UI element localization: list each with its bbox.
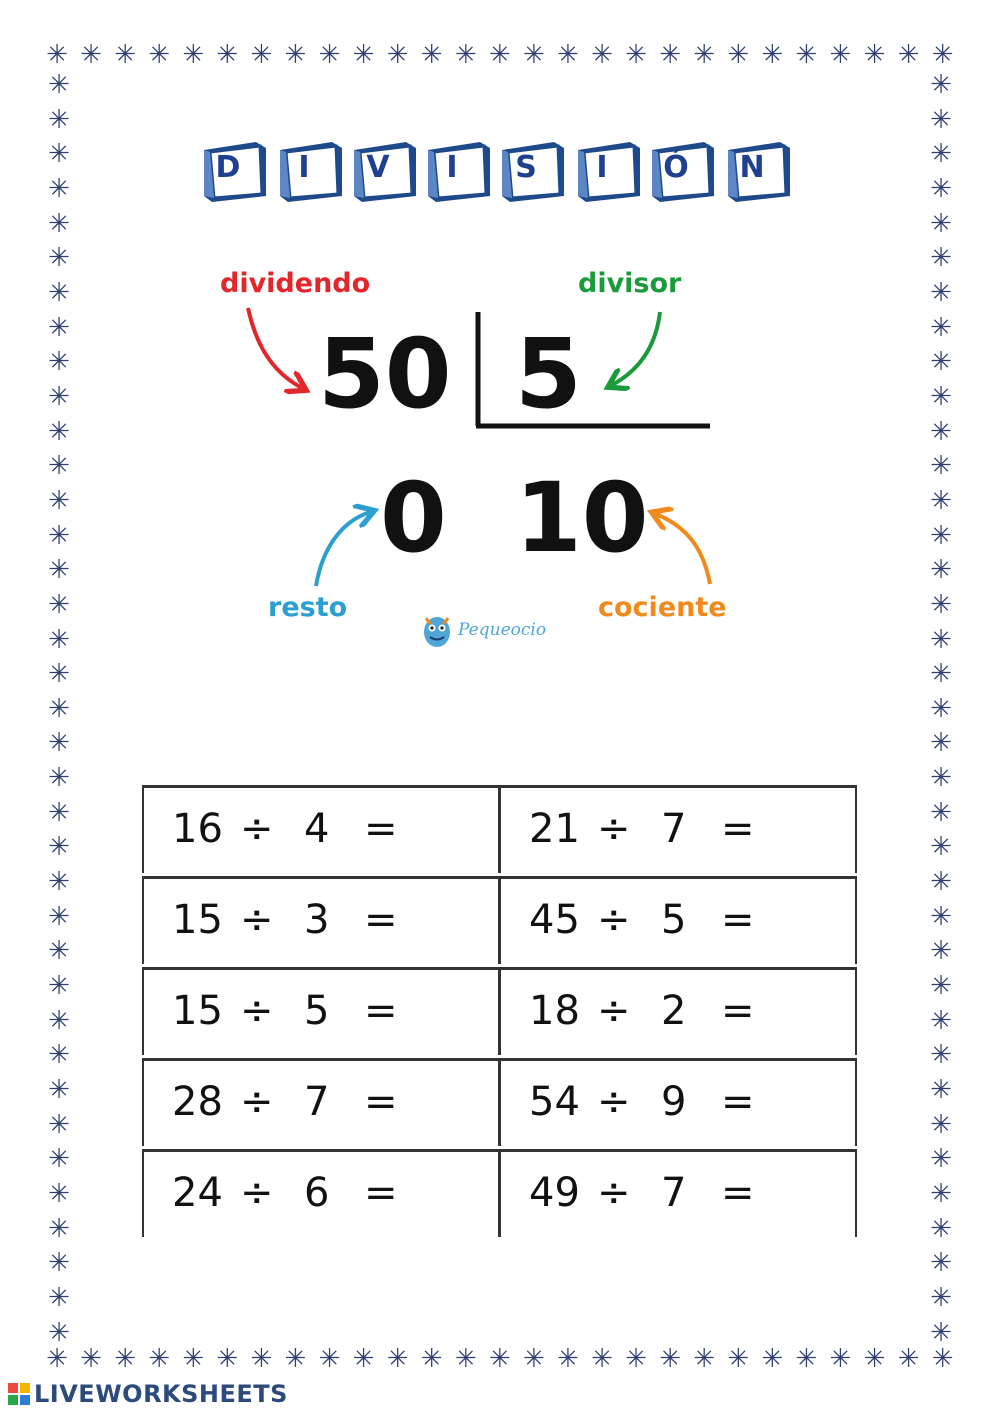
- division-exercise: [501, 1152, 857, 1237]
- border-star-icon: ✳: [182, 40, 205, 70]
- border-star-icon: ✳: [795, 1344, 818, 1374]
- title-letter: I: [596, 150, 608, 185]
- border-star-icon: ✳: [930, 971, 952, 1002]
- border-star-icon: ✳: [48, 1213, 70, 1244]
- divide-symbol: ÷: [597, 897, 631, 943]
- divide-symbol: ÷: [597, 1079, 631, 1125]
- border-star-icon: ✳: [48, 1248, 70, 1279]
- division-exercise: [142, 1152, 501, 1237]
- label-dividendo: dividendo: [220, 268, 371, 299]
- border-star-icon: ✳: [930, 173, 952, 204]
- border-star-icon: ✳: [930, 416, 952, 447]
- divide-symbol: ÷: [240, 1079, 274, 1125]
- border-star-icon: ✳: [930, 1248, 952, 1279]
- border-star-icon: ✳: [114, 1344, 137, 1374]
- border-star-icon: ✳: [488, 40, 511, 70]
- border-star-icon: ✳: [454, 1344, 477, 1374]
- border-star-icon: ✳: [48, 693, 70, 724]
- division-exercise: [501, 879, 857, 964]
- division-exercise: [142, 970, 501, 1055]
- border-star-icon: ✳: [930, 520, 952, 551]
- border-star-icon: ✳: [48, 243, 70, 274]
- divisor-number: 5: [515, 318, 582, 430]
- border-star-icon: ✳: [48, 1040, 70, 1071]
- border-star-icon: ✳: [930, 1075, 952, 1106]
- border-star-icon: ✳: [48, 485, 70, 516]
- border-star-icon: ✳: [761, 40, 784, 70]
- border-star-icon: ✳: [930, 659, 952, 690]
- border-star-icon: ✳: [930, 243, 952, 274]
- border-star-icon: ✳: [48, 659, 70, 690]
- arrow-resto: [316, 512, 370, 586]
- equals-symbol: =: [364, 806, 398, 852]
- border-star-icon: ✳: [48, 763, 70, 794]
- border-star-icon: ✳: [727, 40, 750, 70]
- border-star-icon: ✳: [318, 1344, 341, 1374]
- border-star-icon: ✳: [930, 624, 952, 655]
- border-star-icon: ✳: [182, 1344, 205, 1374]
- equals-symbol: =: [364, 1170, 398, 1216]
- exercise-divisor: 7: [661, 806, 687, 852]
- border-star-icon: ✳: [930, 589, 952, 620]
- exercise-dividend: 24: [172, 1170, 223, 1216]
- liveworksheets-logo-icon: [8, 1383, 30, 1405]
- border-star-icon: ✳: [48, 867, 70, 898]
- border-star-icon: ✳: [930, 1213, 952, 1244]
- exercise-dividend: 16: [172, 806, 223, 852]
- border-star-icon: ✳: [625, 1344, 647, 1374]
- divide-symbol: ÷: [597, 988, 631, 1034]
- border-star-icon: ✳: [48, 832, 70, 863]
- border-star-icon: ✳: [625, 40, 647, 70]
- border-star-icon: ✳: [216, 1344, 239, 1374]
- border-star-icon: ✳: [48, 347, 70, 378]
- exercise-divisor: 5: [661, 897, 687, 943]
- footer-brand: [8, 1380, 288, 1408]
- exercise-dividend: 28: [172, 1079, 223, 1125]
- border-star-icon: ✳: [591, 1344, 613, 1374]
- border-star-icon: ✳: [761, 1344, 784, 1374]
- border-star-icon: ✳: [897, 40, 920, 70]
- equals-symbol: =: [721, 897, 755, 943]
- exercise-divisor: 2: [661, 988, 687, 1034]
- border-star-icon: ✳: [48, 797, 70, 828]
- border-star-icon: ✳: [930, 1179, 952, 1209]
- arrow-dividendo: [248, 308, 302, 388]
- border-star-icon: ✳: [352, 40, 375, 70]
- border-star-icon: ✳: [48, 728, 70, 759]
- title-letter: S: [515, 150, 537, 185]
- title-letter: I: [298, 150, 310, 185]
- divide-symbol: ÷: [240, 897, 274, 943]
- border-star-icon: ✳: [80, 40, 102, 70]
- border-star-icon: ✳: [46, 40, 68, 70]
- division-exercise: [501, 970, 857, 1055]
- border-star-icon: ✳: [931, 1344, 954, 1374]
- border-star-icon: ✳: [114, 40, 137, 70]
- brand-text: LIVEWORKSHEETS: [34, 1380, 288, 1408]
- table-row: [142, 967, 857, 1058]
- exercise-dividend: 18: [529, 988, 580, 1034]
- border-star-icon: ✳: [930, 1005, 952, 1036]
- division-exercise: [142, 879, 501, 964]
- border-star-icon: ✳: [284, 40, 307, 70]
- border-star-icon: ✳: [930, 1109, 952, 1140]
- border-star-icon: ✳: [930, 763, 952, 794]
- border-star-icon: ✳: [48, 173, 70, 204]
- border-star-icon: ✳: [693, 40, 716, 70]
- border-star-icon: ✳: [930, 139, 952, 170]
- border-star-icon: ✳: [48, 520, 70, 551]
- border-star-icon: ✳: [48, 1109, 70, 1140]
- border-star-icon: ✳: [386, 40, 409, 70]
- equals-symbol: =: [721, 806, 755, 852]
- border-star-icon: ✳: [829, 40, 852, 70]
- border-star-icon: ✳: [727, 1344, 750, 1374]
- title-letter: V: [366, 150, 390, 185]
- border-star-icon: ✳: [386, 1344, 409, 1374]
- border-star-icon: ✳: [48, 1075, 70, 1106]
- border-star-icon: ✳: [48, 1144, 70, 1175]
- border-star-icon: ✳: [48, 901, 70, 932]
- border-star-icon: ✳: [48, 104, 70, 135]
- border-star-icon: ✳: [48, 277, 70, 308]
- border-star-icon: ✳: [352, 1344, 375, 1374]
- quotient-number: 10: [515, 462, 649, 574]
- border-star-icon: ✳: [930, 1282, 952, 1313]
- border-star-icon: ✳: [318, 40, 341, 70]
- table-row: [142, 1058, 857, 1149]
- border-star-icon: ✳: [659, 1344, 682, 1374]
- border-star-icon: ✳: [930, 312, 952, 343]
- divide-symbol: ÷: [597, 806, 631, 852]
- border-star-icon: ✳: [930, 936, 952, 967]
- arrow-cociente: [656, 514, 710, 584]
- exercise-dividend: 49: [529, 1170, 580, 1216]
- equals-symbol: =: [364, 988, 398, 1034]
- border-star-icon: ✳: [48, 555, 70, 586]
- border-star-icon: ✳: [46, 1344, 68, 1374]
- exercise-divisor: 9: [661, 1079, 687, 1125]
- equals-symbol: =: [721, 1170, 755, 1216]
- exercise-dividend: 54: [529, 1079, 580, 1125]
- title-letter: Ó: [663, 150, 689, 185]
- border-star-icon: ✳: [284, 1344, 307, 1374]
- border-star-icon: ✳: [930, 901, 952, 932]
- border-star-icon: ✳: [522, 1344, 545, 1374]
- exercise-divisor: 3: [304, 897, 330, 943]
- border-star-icon: ✳: [48, 1005, 70, 1036]
- border-star-icon: ✳: [250, 1344, 273, 1374]
- border-star-icon: ✳: [420, 1344, 443, 1374]
- equals-symbol: =: [364, 1079, 398, 1125]
- border-star-icon: ✳: [930, 1144, 952, 1175]
- divide-symbol: ÷: [240, 806, 274, 852]
- border-star-icon: ✳: [930, 381, 952, 412]
- border-star-icon: ✳: [488, 1344, 511, 1374]
- border-star-icon: ✳: [48, 70, 70, 100]
- border-star-icon: ✳: [930, 797, 952, 828]
- border-star-icon: ✳: [48, 451, 70, 482]
- equals-symbol: =: [721, 1079, 755, 1125]
- border-star-icon: ✳: [863, 40, 886, 70]
- border-star-icon: ✳: [250, 40, 273, 70]
- border-star-icon: ✳: [80, 1344, 102, 1374]
- label-resto: resto: [268, 592, 348, 623]
- exercise-divisor: 7: [304, 1079, 330, 1125]
- exercise-dividend: 45: [529, 897, 580, 943]
- border-star-icon: ✳: [148, 40, 171, 70]
- title-letter: N: [739, 150, 765, 185]
- border-star-icon: ✳: [591, 40, 613, 70]
- title-letter: I: [446, 150, 458, 185]
- equals-symbol: =: [364, 897, 398, 943]
- remainder-number: 0: [380, 462, 447, 574]
- diagram-arrows: [0, 0, 1000, 700]
- exercise-divisor: 7: [661, 1170, 687, 1216]
- border-star-icon: ✳: [795, 40, 818, 70]
- border-star-icon: ✳: [48, 1317, 70, 1348]
- border-star-icon: ✳: [48, 624, 70, 655]
- border-star-icon: ✳: [930, 485, 952, 516]
- title-letter: D: [215, 150, 241, 185]
- border-star-icon: ✳: [454, 40, 477, 70]
- border-star-icon: ✳: [48, 208, 70, 239]
- division-exercise: [501, 1061, 857, 1146]
- border-star-icon: ✳: [897, 1344, 920, 1374]
- border-star-icon: ✳: [930, 451, 952, 482]
- border-star-icon: ✳: [930, 70, 952, 100]
- border-star-icon: ✳: [930, 867, 952, 898]
- border-star-icon: ✳: [863, 1344, 886, 1374]
- border-star-icon: ✳: [48, 416, 70, 447]
- equals-symbol: =: [721, 988, 755, 1034]
- border-star-icon: ✳: [557, 1344, 579, 1374]
- exercise-dividend: 15: [172, 897, 223, 943]
- border-star-icon: ✳: [48, 312, 70, 343]
- border-star-icon: ✳: [930, 347, 952, 378]
- logo-text: Pequeocio: [458, 620, 547, 640]
- border-star-icon: ✳: [659, 40, 682, 70]
- border-star-icon: ✳: [48, 381, 70, 412]
- division-exercise: [501, 788, 857, 873]
- border-star-icon: ✳: [48, 1282, 70, 1313]
- border-star-icon: ✳: [522, 40, 545, 70]
- divide-symbol: ÷: [240, 988, 274, 1034]
- border-star-icon: ✳: [930, 555, 952, 586]
- border-star-icon: ✳: [557, 40, 579, 70]
- border-star-icon: ✳: [930, 1317, 952, 1348]
- border-star-icon: ✳: [420, 40, 443, 70]
- division-exercise: [142, 1061, 501, 1146]
- exercise-dividend: 15: [172, 988, 223, 1034]
- arrow-divisor: [612, 312, 660, 385]
- border-star-icon: ✳: [48, 589, 70, 620]
- exercise-divisor: 6: [304, 1170, 330, 1216]
- border-star-icon: ✳: [48, 936, 70, 967]
- border-star-icon: ✳: [216, 40, 239, 70]
- table-row: [142, 876, 857, 967]
- label-divisor: divisor: [578, 268, 682, 299]
- border-star-icon: ✳: [931, 40, 954, 70]
- border-star-icon: ✳: [693, 1344, 716, 1374]
- divide-symbol: ÷: [597, 1170, 631, 1216]
- division-exercise: [142, 788, 501, 873]
- border-star-icon: ✳: [930, 208, 952, 239]
- border-star-icon: ✳: [48, 1179, 70, 1209]
- dividend-number: 50: [318, 318, 452, 430]
- border-star-icon: ✳: [930, 693, 952, 724]
- exercise-table: [142, 785, 857, 1240]
- exercise-divisor: 5: [304, 988, 330, 1034]
- table-row: [142, 785, 857, 876]
- border-star-icon: ✳: [930, 832, 952, 863]
- label-cociente: cociente: [598, 592, 727, 623]
- border-star-icon: ✳: [829, 1344, 852, 1374]
- exercise-divisor: 4: [304, 806, 330, 852]
- border-star-icon: ✳: [148, 1344, 171, 1374]
- border-bottom: [44, 1346, 956, 1372]
- border-star-icon: ✳: [930, 277, 952, 308]
- border-star-icon: ✳: [48, 139, 70, 170]
- table-row: [142, 1149, 857, 1240]
- exercise-dividend: 21: [529, 806, 580, 852]
- border-star-icon: ✳: [48, 971, 70, 1002]
- divide-symbol: ÷: [240, 1170, 274, 1216]
- border-star-icon: ✳: [930, 1040, 952, 1071]
- border-star-icon: ✳: [930, 728, 952, 759]
- border-star-icon: ✳: [930, 104, 952, 135]
